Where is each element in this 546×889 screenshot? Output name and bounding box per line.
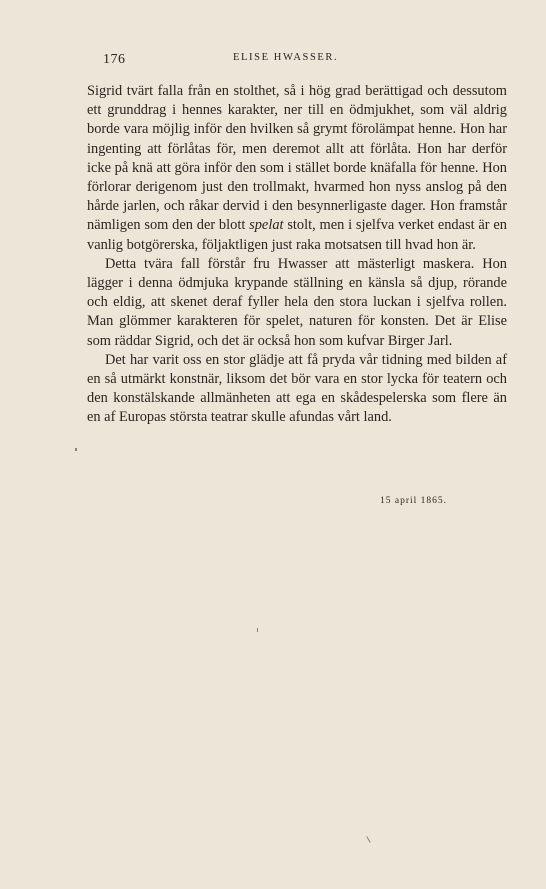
date-line: 15 april 1865. xyxy=(380,496,448,506)
page-header xyxy=(103,52,476,68)
paragraph-text: stolt, men i sjelfva verket endast är en vanlig botgörerska, följaktligen just raka motsatsen till hvad hon är. xyxy=(87,217,507,253)
ink-speck xyxy=(257,628,258,632)
emphasized-word: spelat xyxy=(249,217,284,234)
paragraph: Det har varit oss en stor glädje att få pryda vår tidning med bilden af en så utmärkt konstnär, liksom det bör vara en stor lycka för teatern och den konstälskande allmänheten att ega en skådespelerska som flere än en af Europas största teatrar skulle afundas vårt land. xyxy=(87,351,507,426)
ink-speck xyxy=(366,836,370,843)
paragraph: Detta tvära fall förstår fru Hwasser att mästerligt maskera. Hon lägger i denna ödmjuka krypande ställning en känsla så djup, rörande och eldig, att skenet deraf fyller hela den stora luckan i sjelfva rollen. Man glömmer karakteren för spelet, naturen för konsten. Det är Elise som räddar Sigrid, och det är också hon som kufvar Birger Jarl. xyxy=(87,255,507,349)
body-text xyxy=(87,82,507,428)
running-head: ELISE HWASSER. xyxy=(233,52,339,63)
paragraph xyxy=(87,82,507,255)
page-number: 176 xyxy=(103,52,126,67)
ink-speck xyxy=(75,448,77,451)
paragraph-text: Sigrid tvärt falla från en stolthet, så i hög grad berättigad och dessutom ett grunddrag i hennes karakter, ner till en ödmjukhet, som väl aldrig borde vara möjlig inför den hvilken så grymt förolämpat henne. Hon har ingenting att förlåtas för, men deremot allt att förlåta. Hon har derför icke på knä att göra inför den som i stället borde knäfalla för henne. Hon förlorar derigenom just den trollmakt, hvarmed hon nyss anslog på den hårde jarlen, och råkar dervid i den besynnerligaste dager. Hon framstår nämligen som den der blott xyxy=(87,83,507,234)
